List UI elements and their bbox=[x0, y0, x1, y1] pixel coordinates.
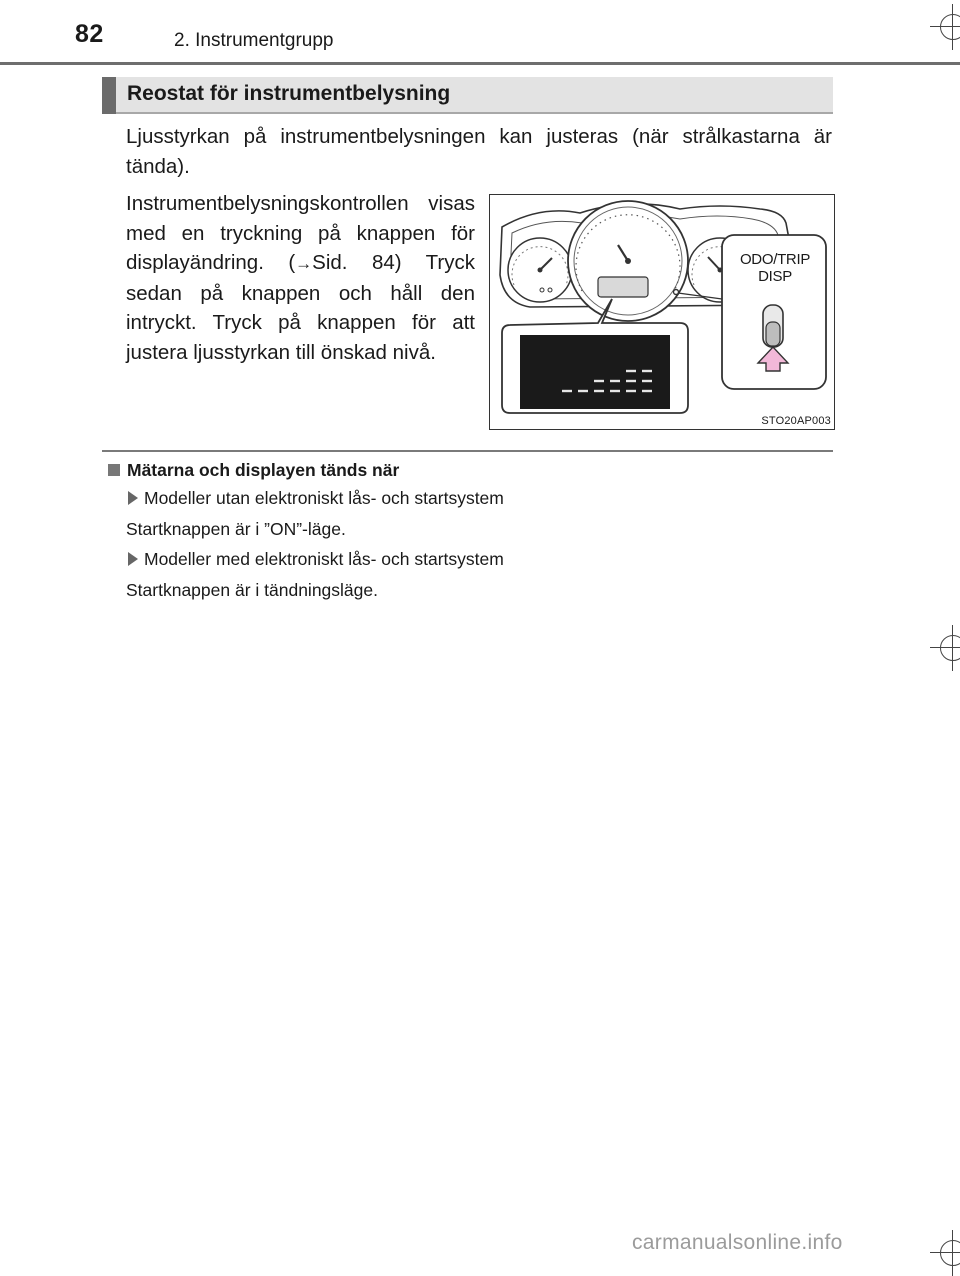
model-condition: Modeller med elektroniskt lås- och startsystem bbox=[144, 549, 504, 569]
odo-trip-disp-button-icon bbox=[763, 305, 783, 347]
reference-arrow-icon: → bbox=[295, 254, 313, 273]
odo-trip-disp-label bbox=[725, 251, 825, 285]
square-bullet-icon bbox=[108, 464, 120, 476]
instrument-cluster-illustration bbox=[490, 195, 834, 429]
note-text: Startknappen är i tändningsläge. bbox=[126, 580, 378, 600]
figure-code: STO20AP003 bbox=[761, 415, 831, 427]
crop-mark-icon bbox=[940, 14, 960, 40]
note-text: Startknappen är i ”ON”-läge. bbox=[126, 519, 346, 539]
button-label-line1: ODO/TRIP bbox=[739, 251, 811, 268]
triangle-bullet-icon bbox=[128, 491, 138, 505]
body-text-after-ref: Tryck sedan på knappen och håll den intryckt. Tryck på knappen för att justera ljusstyrkan till önskad nivå. bbox=[126, 251, 475, 364]
chapter-title: 2. Instrumentgrupp bbox=[174, 30, 334, 51]
crop-mark-icon bbox=[940, 635, 960, 661]
page-reference-link[interactable]: Sid. 84) bbox=[312, 251, 402, 274]
notes-heading bbox=[108, 460, 399, 481]
list-item bbox=[128, 549, 504, 570]
notes-heading-text: Mätarna och displayen tänds när bbox=[127, 460, 400, 480]
section-title: Reostat för instrumentbelysning bbox=[127, 82, 451, 105]
crop-mark-icon bbox=[940, 1240, 960, 1266]
triangle-bullet-icon bbox=[128, 552, 138, 566]
intro-paragraph: Ljusstyrkan på instrumentbelysningen kan justeras (när strålkastarna är tända). bbox=[126, 125, 832, 178]
body-text-before-ref: Instrumentbelysningskontrollen visas med en tryckning på knappen för displayändring. ( bbox=[126, 192, 475, 274]
list-item bbox=[128, 488, 504, 509]
instrument-panel-figure bbox=[489, 194, 835, 430]
watermark: carmanualsonline.info bbox=[632, 1231, 843, 1254]
section-divider bbox=[102, 450, 833, 452]
section-header-bar bbox=[102, 77, 116, 114]
section-header bbox=[102, 77, 833, 114]
header-rule bbox=[0, 62, 960, 65]
model-condition: Modeller utan elektroniskt lås- och startsystem bbox=[144, 488, 504, 508]
page-number: 82 bbox=[75, 20, 104, 48]
button-label-line2: DISP bbox=[758, 268, 792, 285]
body-paragraph bbox=[126, 189, 475, 367]
